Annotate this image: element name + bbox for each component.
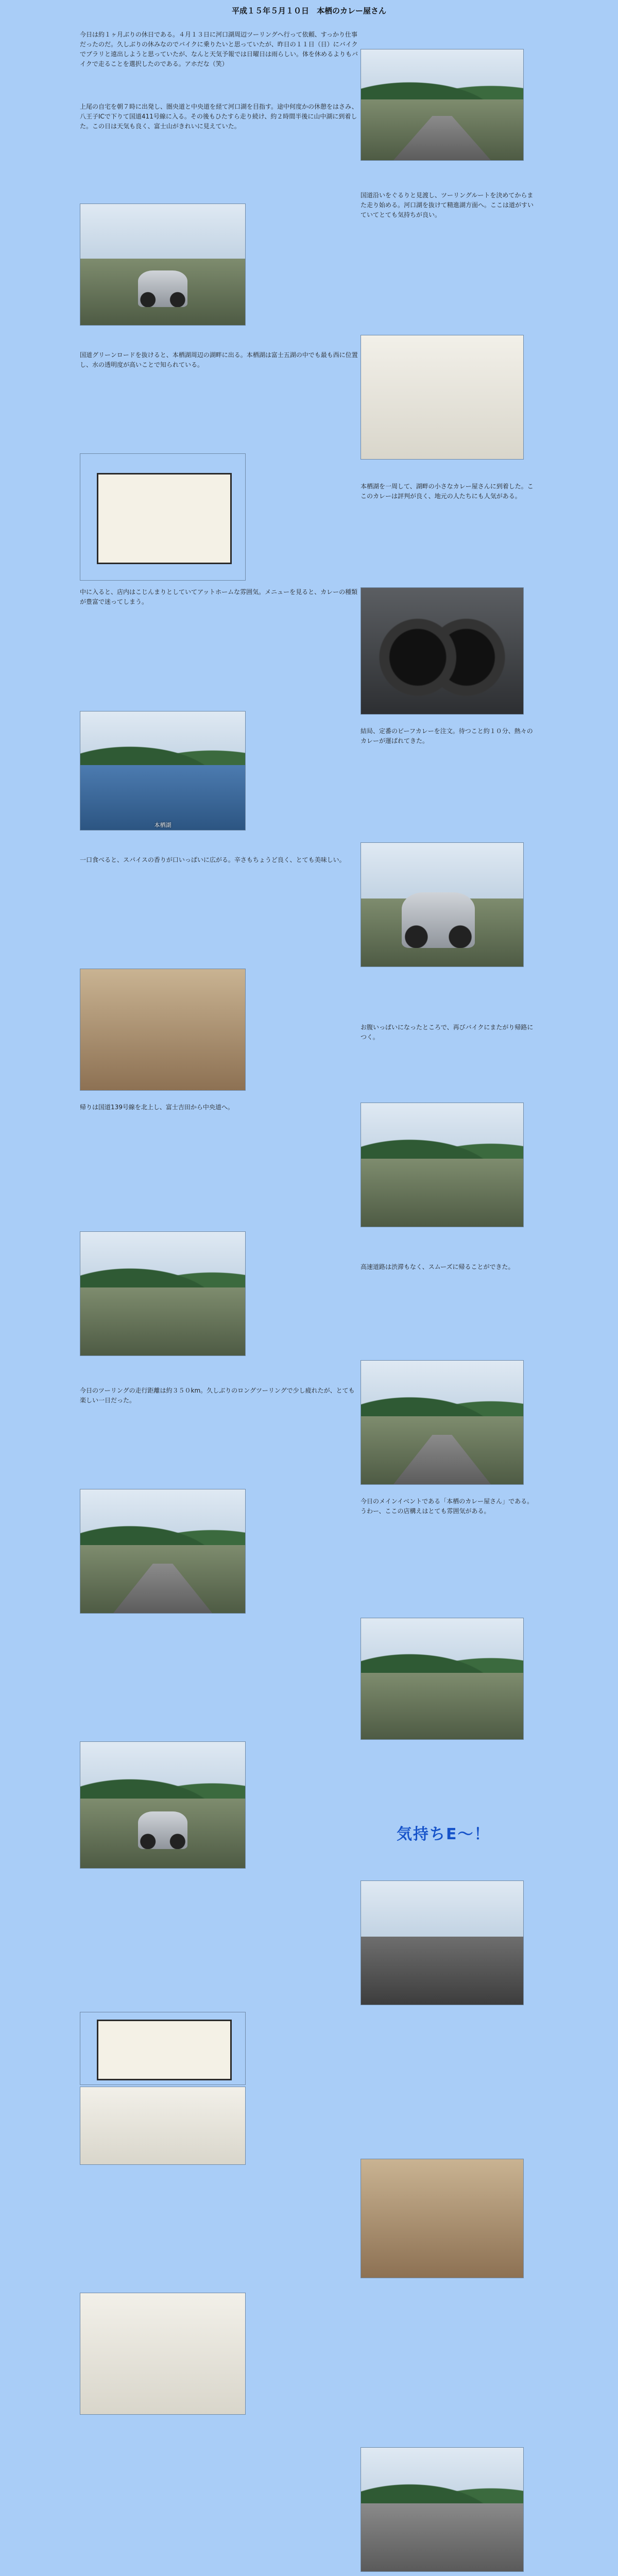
paragraph-8: 一口食べると、スパイスの香りが口いっぱいに広がる。辛さもちょうど良く、とても美味しい。 (80, 856, 346, 863)
photo-indoor (80, 969, 246, 1091)
photo-valley (80, 1489, 246, 1614)
paragraph-9: お腹いっぱいになったところで、再びバイクにまたがり帰路につく。 (360, 1024, 534, 1041)
photo-rider (80, 1741, 246, 1869)
paragraph-10: 帰りは国道139号線を北上し、富士吉田から中央道へ。 (80, 1104, 234, 1111)
photo-field (80, 1231, 246, 1356)
photo-menu (80, 2087, 246, 2165)
photo-sign (80, 453, 246, 581)
paragraph-12: 今日のツーリングの走行距離は約３５０km。久しぶりのロングツーリングで少し疲れたが、とても楽しい一日だった。 (80, 1387, 355, 1404)
photo-road-curve (360, 1360, 524, 1485)
photo-parking-lot (360, 2447, 524, 2572)
photo-bike-parking (80, 204, 246, 326)
paragraph-11: 高速道路は渋滞もなく、スムーズに帰ることができた。 (360, 1263, 514, 1270)
photo-bike-front (360, 842, 524, 967)
paragraph-4: 国道グリーンロードを抜けると、本栖湖周辺の湖畔に出る。本栖湖は富士五湖の中でも最も西に位置し、水の透明度が高いことで知られている。 (80, 351, 358, 368)
photo-shop-exterior (360, 1880, 524, 2005)
photo-lake-label: 本栖湖 (154, 822, 171, 828)
slogan-text: 気持ちE〜！ (397, 1825, 491, 1843)
photo-wall (360, 335, 524, 460)
photo-lake (80, 711, 246, 831)
photo-gauges (360, 587, 524, 715)
photo-bridge (360, 1618, 524, 1740)
paragraph-5: 本栖湖を一周して、湖畔の小さなカレー屋さんに到着した。ここのカレーは評判が良く、地元の人たちにも人気がある。 (360, 483, 534, 500)
photo-interior (80, 2293, 246, 2415)
paragraph-13: 今日のメインイベントである「本栖のカレー屋さん」である。うわー、ここの店構えはとても雰囲気がある。 (360, 1498, 534, 1515)
photo-counter (360, 2159, 524, 2278)
page-title: 平成１５年５月１０日 本栖のカレー屋さん (231, 6, 386, 15)
paragraph-2: 上尾の自宅を朝７時に出発し、圏央道と中央道を経て河口湖を目指す。途中何度かの休憩をはさみ、八王子ICで下りて国道411号線に入る。その後もひたすら走り続け、約２時間半後に山中湖に到着した。この日は天気も良く、富士山がきれいに見えていた。 (80, 103, 358, 130)
paragraph-3: 国道沿いをぐるりと見渡し、ツーリングルートを決めてからまた走り始める。河口湖を抜けて精進湖方面へ。ここは道がすいていてとても気持ちが良い。 (360, 192, 534, 218)
photo-mirror (360, 1103, 524, 1227)
paragraph-6: 中に入ると、店内はこじんまりとしていてアットホームな雰囲気。メニューを見ると、カレーの種類が豊富で迷ってしまう。 (80, 588, 358, 605)
photo-shop-sign (80, 2012, 246, 2085)
paragraph-7: 結局、定番のビーフカレーを注文。待つこと約１０分、熱々のカレーが運ばれてきた。 (360, 727, 533, 744)
paragraph-1: 今日は約１ヶ月ぶりの休日である。４月１３日に河口湖周辺ツーリングへ行って依頼、すっかり仕事だったのだ。久しぶりの休みなのでバイクに乗りたいと思っていたが、昨日の１１日（日）にバイクでブラリと遠出しようと思っていたが、なんと天気予報では日曜日は雨らしい。体を休めるよりもバイクで走ることを選択したのである。アホだな（笑） (80, 31, 358, 67)
photo-mountain-road (360, 49, 524, 161)
